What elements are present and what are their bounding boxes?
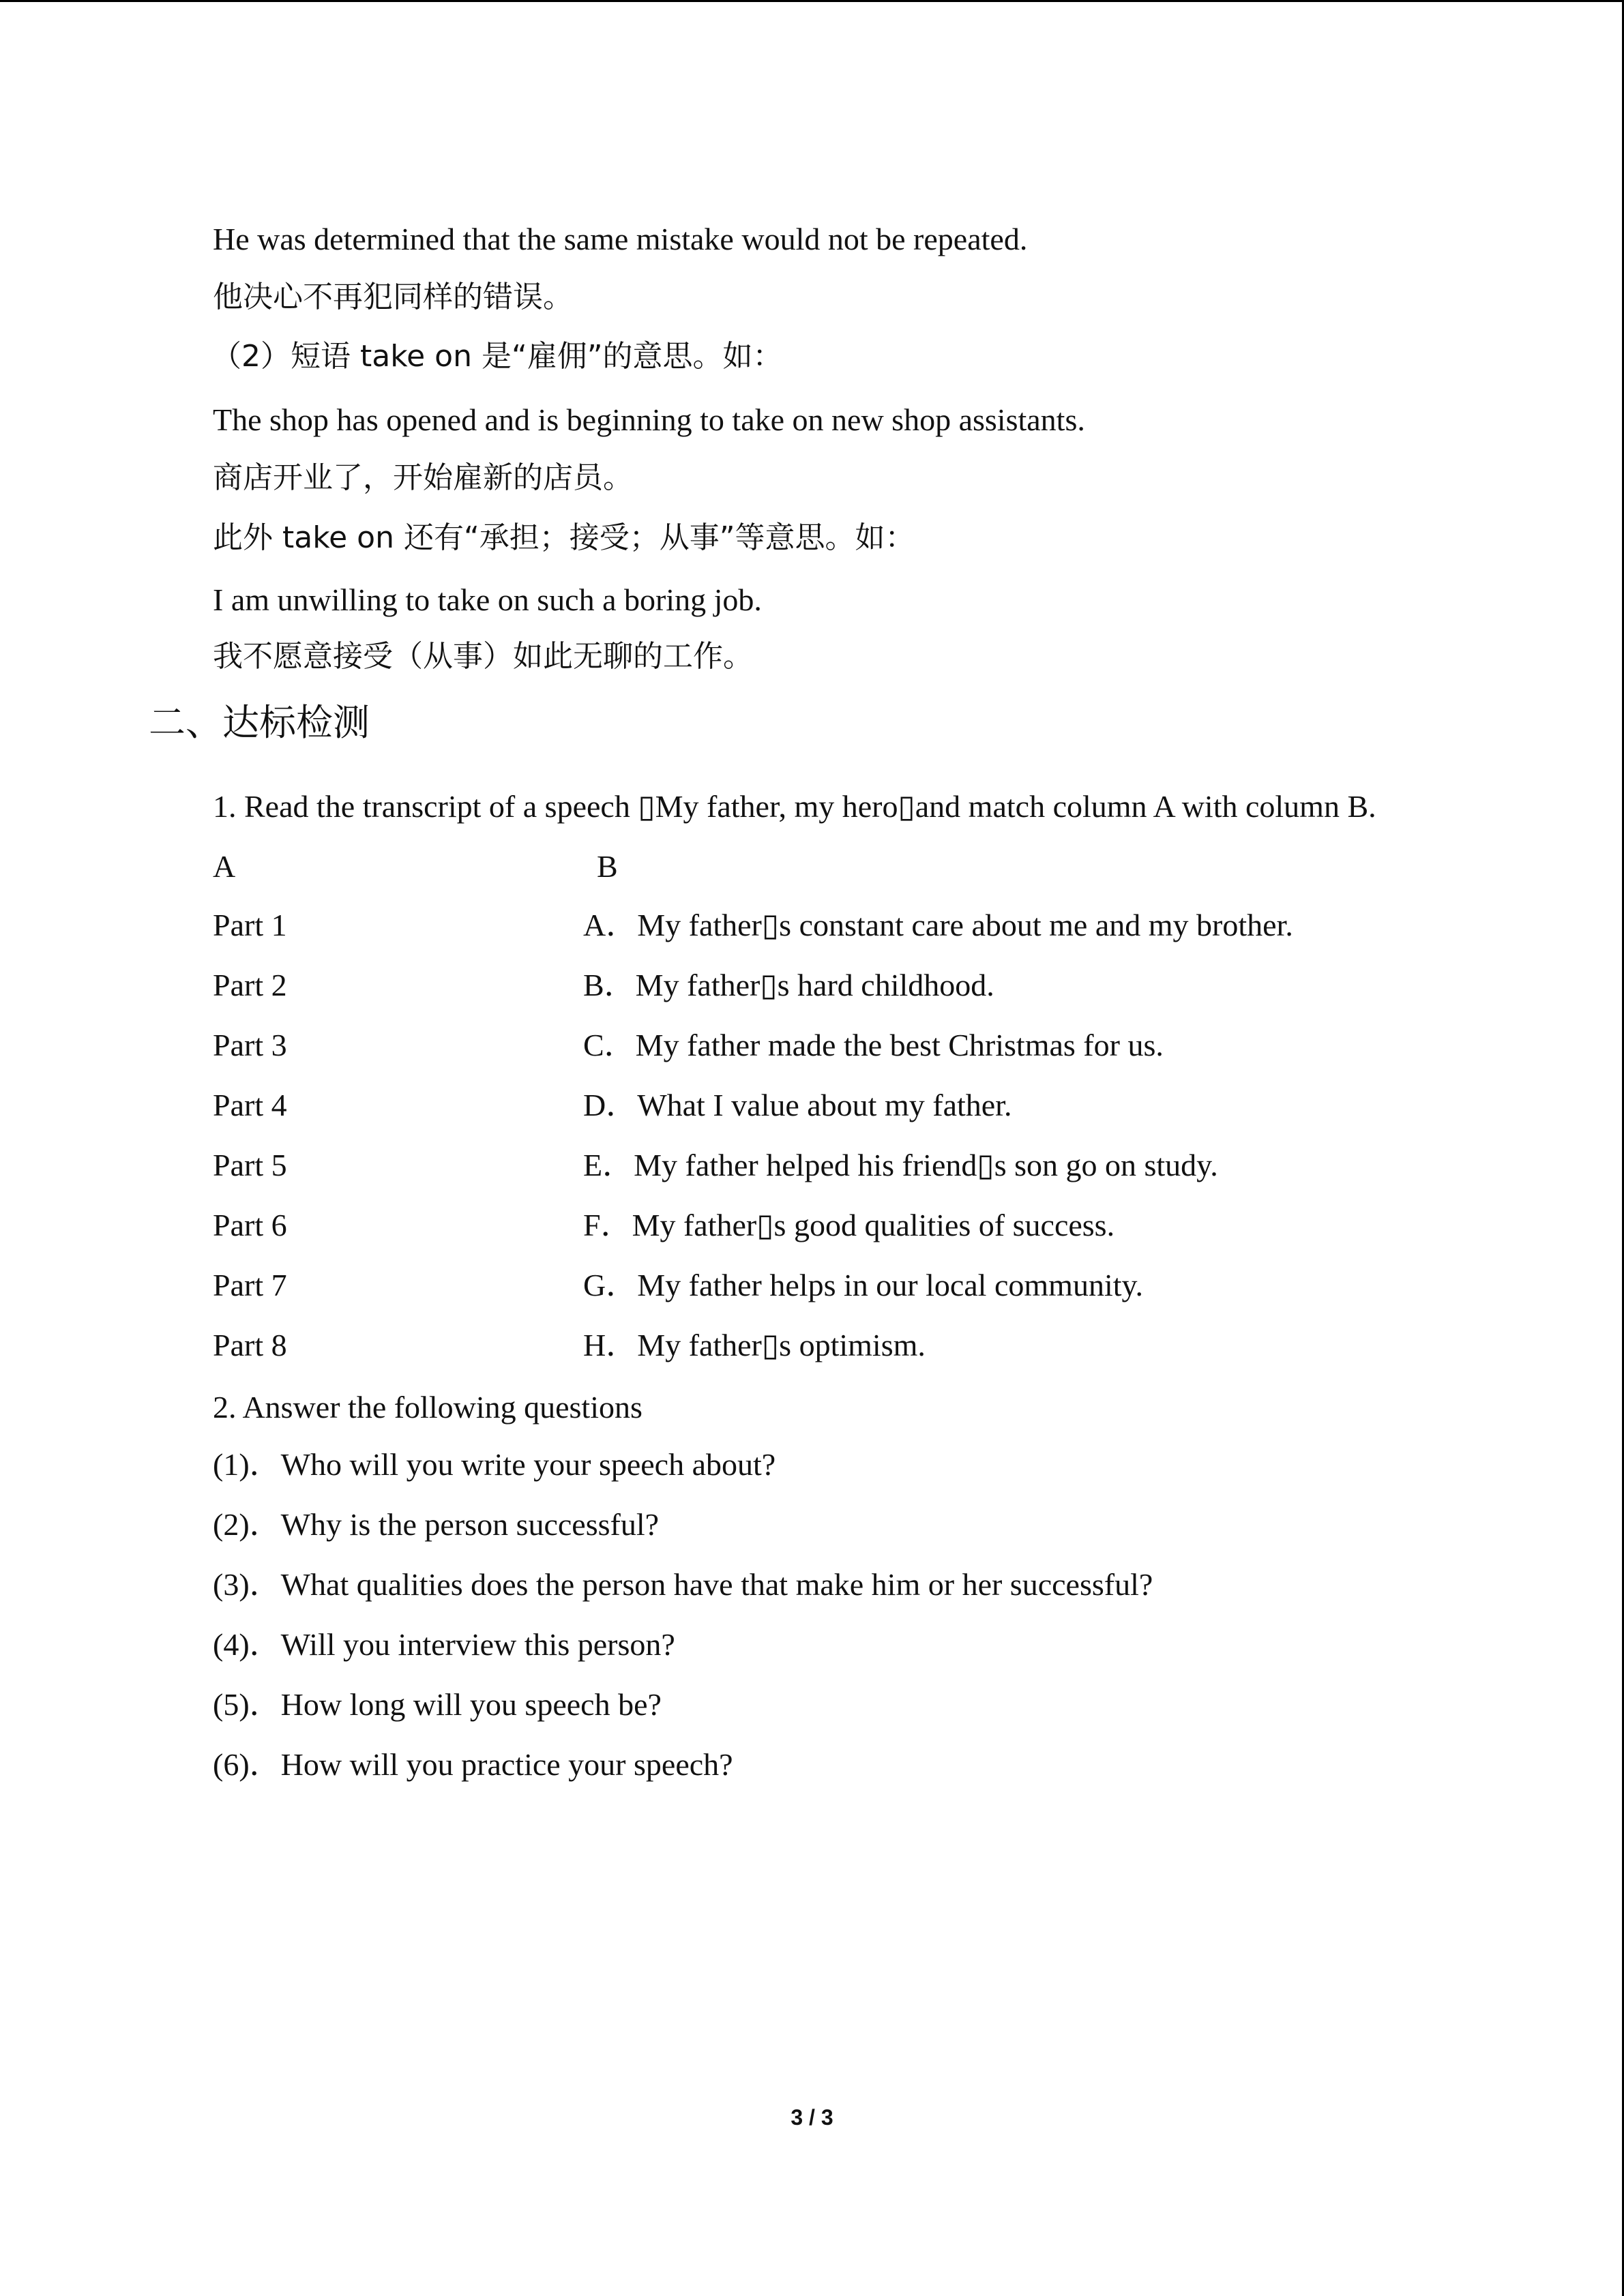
column-b-item: E．My father helped his friend▯s son go on study. — [583, 1148, 1218, 1182]
column-a-item: Part 3 — [213, 1028, 287, 1062]
column-a-item: Part 1 — [213, 908, 287, 942]
column-a-item: Part 8 — [213, 1328, 287, 1362]
question-item: (3)．What qualities does the person have that make him or her successful? — [213, 1567, 1153, 1602]
column-a-item: Part 6 — [213, 1208, 287, 1242]
example-sentence-english: The shop has opened and is beginning to take on new shop assistants. — [213, 402, 1085, 437]
question-item: (5)．How long will you speech be? — [213, 1687, 662, 1722]
column-a-item: Part 5 — [213, 1148, 287, 1182]
question-item: (6)．How will you practice your speech? — [213, 1747, 733, 1782]
question-item: (1)．Who will you write your speech about? — [213, 1447, 776, 1482]
example-sentence-translation: 商店开业了，开始雇新的店员。 — [213, 460, 633, 495]
column-a-item: Part 7 — [213, 1268, 287, 1302]
grammar-note-take-on: （2）短语 take on 是“雇佣”的意思。如： — [211, 339, 783, 374]
column-b-item: F．My father▯s good qualities of success. — [583, 1208, 1115, 1242]
grammar-note-take-on-extra: 此外 take on 还有“承担；接受；从事”等意思。如： — [213, 520, 915, 555]
section-heading: 二、达标检测 — [149, 701, 370, 744]
example-sentence-english: He was determined that the same mistake would not be repeated. — [213, 222, 1028, 256]
example-sentence-english: I am unwilling to take on such a boring job. — [213, 582, 762, 617]
question-1-instructions: 1. Read the transcript of a speech ▯My father, my hero▯and match column A with column B. — [213, 789, 1376, 824]
column-b-item: B．My father▯s hard childhood. — [583, 968, 994, 1002]
column-a-header: A — [213, 849, 236, 884]
column-a-item: Part 2 — [213, 968, 287, 1002]
column-b-item: G．My father helps in our local community. — [583, 1268, 1144, 1302]
page-number: 3 / 3 — [791, 2105, 833, 2130]
example-sentence-translation: 我不愿意接受（从事）如此无聊的工作。 — [213, 639, 753, 674]
column-b-item: A．My father▯s constant care about me and my brother. — [583, 908, 1293, 942]
column-b-item: C．My father made the best Christmas for us. — [583, 1028, 1164, 1062]
column-b-item: D．What I value about my father. — [583, 1088, 1012, 1122]
question-2-instructions: 2. Answer the following questions — [213, 1390, 643, 1425]
column-a-item: Part 4 — [213, 1088, 287, 1122]
column-b-item: H．My father▯s optimism. — [583, 1328, 926, 1362]
example-sentence-translation: 他决心不再犯同样的错误。 — [213, 280, 573, 314]
column-b-header: B — [597, 849, 618, 884]
question-item: (4)．Will you interview this person? — [213, 1627, 675, 1662]
question-item: (2)．Why is the person successful? — [213, 1507, 660, 1542]
